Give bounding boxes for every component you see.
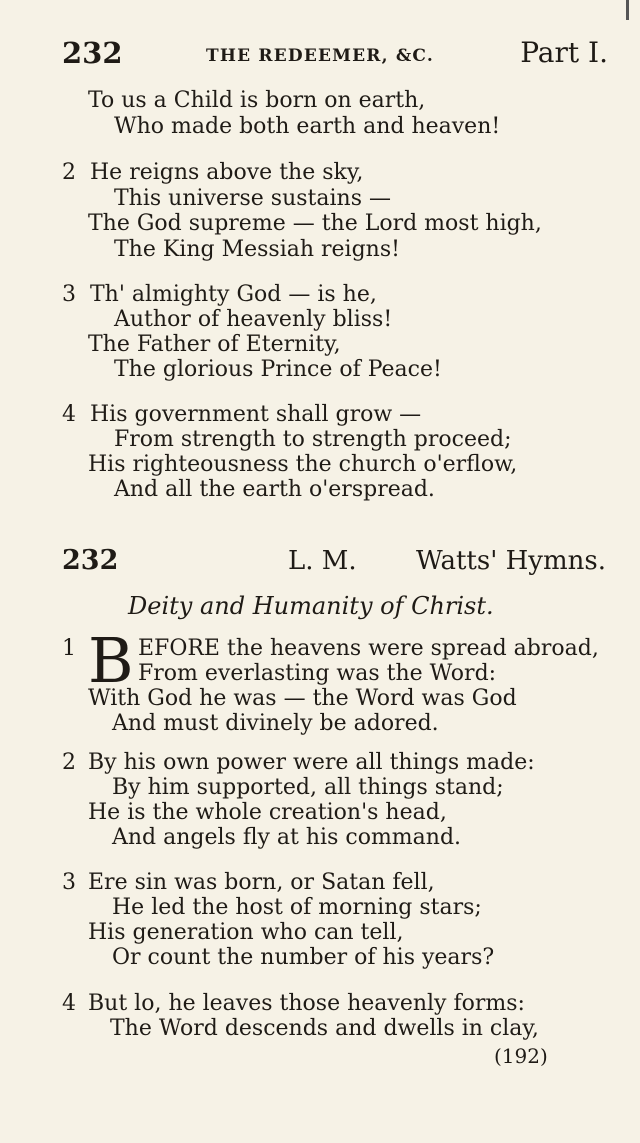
verse-line: And all the earth o'erspread.	[114, 477, 435, 502]
verse-number: 3	[62, 282, 76, 307]
verse-line: The glorious Prince of Peace!	[114, 357, 442, 382]
verse-line: This universe sustains —	[114, 186, 391, 211]
verse-number: 4	[62, 402, 76, 427]
margin-mark	[626, 0, 629, 20]
verse-line: By his own power were all things made:	[88, 750, 535, 775]
verse-line: By him supported, all things stand;	[112, 775, 504, 800]
drop-cap: B	[88, 624, 134, 697]
verse-line: The Word descends and dwells in clay,	[110, 1016, 539, 1041]
verse-line: EFORE the heavens were spread abroad,	[138, 636, 599, 661]
verse-line: The Father of Eternity,	[88, 332, 341, 357]
verse-number: 4	[62, 991, 76, 1016]
header-part: Part I.	[520, 36, 608, 69]
verse-line: But lo, he leaves those heavenly forms:	[88, 991, 525, 1016]
hymn-source: Watts' Hymns.	[416, 546, 606, 576]
verse-line: His righteousness the church o'erflow,	[88, 452, 518, 477]
verse-line: He is the whole creation's head,	[88, 800, 447, 825]
verse-line: To us a Child is born on earth,	[88, 88, 426, 113]
hymn-number: 232	[62, 545, 119, 576]
verse-number: 2	[62, 750, 76, 775]
verse-line: His government shall grow —	[90, 402, 422, 427]
verse-line: Ere sin was born, or Satan fell,	[88, 870, 435, 895]
verse-line: He led the host of morning stars;	[112, 895, 482, 920]
verse-line: Who made both earth and heaven!	[114, 114, 501, 139]
verse-line: Author of heavenly bliss!	[114, 307, 393, 332]
running-header	[62, 36, 608, 72]
verse-line: And angels fly at his command.	[112, 825, 462, 850]
verse-line: The King Messiah reigns!	[114, 237, 400, 262]
verse-line: From strength to strength proceed;	[114, 427, 512, 452]
verse-number: 1	[62, 636, 76, 661]
hymn-title: Deity and Humanity of Christ.	[128, 592, 494, 620]
header-running-title: THE REDEEMER, &C.	[206, 46, 434, 66]
verse-line: The God supreme — the Lord most high,	[88, 211, 542, 236]
verse-line: Th' almighty God — is he,	[90, 282, 377, 307]
verse-line: He reigns above the sky,	[90, 160, 364, 185]
verse-line: And must divinely be adored.	[112, 711, 439, 736]
page-marker: (192)	[494, 1044, 548, 1068]
header-page-number: 232	[62, 36, 123, 70]
verse-line: His generation who can tell,	[88, 920, 404, 945]
verse-line: Or count the number of his years?	[112, 945, 495, 970]
hymn-meter: L. M.	[288, 546, 357, 576]
verse-number: 3	[62, 870, 76, 895]
verse-line: From everlasting was the Word:	[138, 661, 497, 686]
verse-number: 2	[62, 160, 76, 185]
verse-line: With God he was — the Word was God	[88, 686, 517, 711]
